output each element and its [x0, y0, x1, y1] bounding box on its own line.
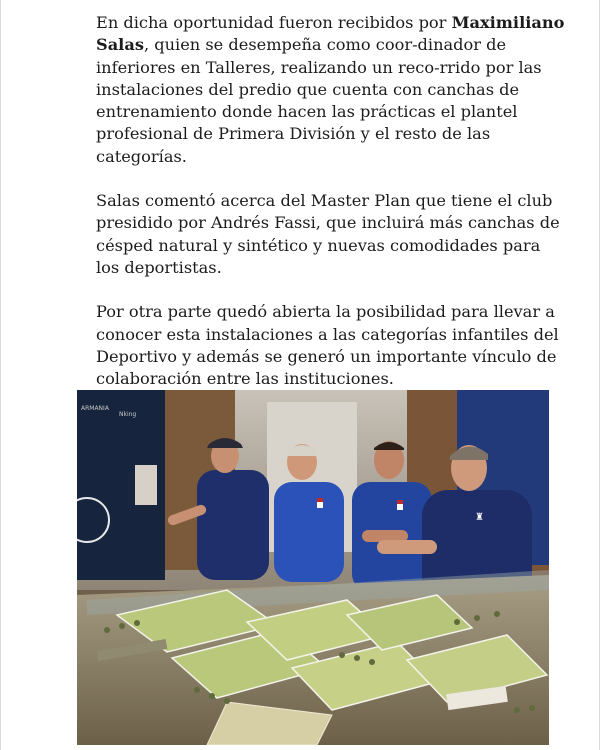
- wall-text-2: Nking: [119, 411, 137, 418]
- paragraph-1-post: , quien se desempeña como coor-dinador de inferiores en Talleres, realizando un reco-rrido por las instalaciones del predio que cuenta con canchas de entrenamiento donde hacen las prácticas el plantel profesional de Primera División y el resto de las categorías.: [96, 35, 542, 166]
- paragraph-1-pre: En dicha oportunidad fueron recibidos por: [96, 13, 452, 32]
- article-body: [96, 12, 566, 412]
- paragraph-2: Salas comentó acerca del Master Plan que tiene el club presidido por Andrés Fassi, que incluirá más canchas de césped natural y sintético y nuevas comodidades para los deportistas.: [96, 191, 560, 277]
- highlighted-name: Maximiliano Salas: [96, 13, 565, 55]
- paragraph-3: Por otra parte quedó abierta la posibilidad para llevar a conocer esta instalaciones a las categorías infantiles del Deportivo y además se generó un importante vínculo de colaboración entre las instituciones.: [96, 302, 559, 389]
- article-photo: [77, 390, 549, 745]
- trophy-display: [135, 465, 157, 505]
- wall-text-1: ARMANIA: [81, 405, 109, 412]
- svg-text:♜: ♜: [475, 512, 484, 523]
- paragraph-1: [96, 12, 566, 168]
- photo-illustration: [77, 390, 549, 745]
